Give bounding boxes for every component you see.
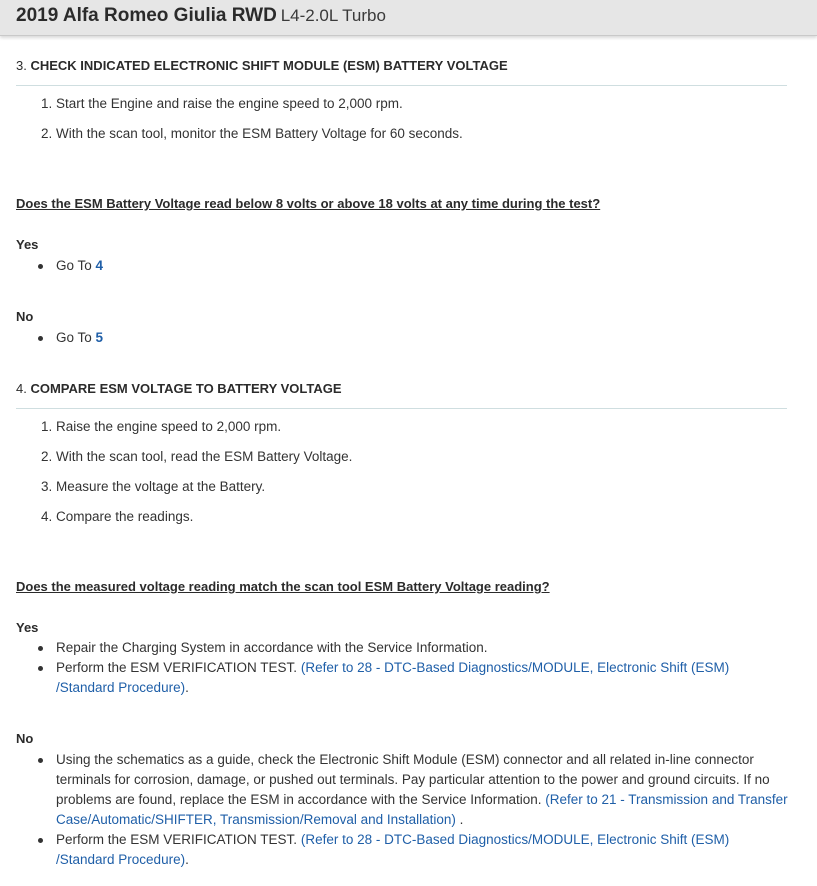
step-3-heading: CHECK INDICATED ELECTRONIC SHIFT MODULE (ESM) BATTERY VOLTAGE: [30, 58, 508, 73]
step-3-item-1: 1. Start the Engine and raise the engine speed to 2,000 rpm.: [41, 96, 403, 111]
bullet-end: .: [185, 680, 189, 695]
goto-text: Go To: [56, 258, 92, 273]
step-3-item-2: 2. With the scan tool, monitor the ESM Battery Voltage for 60 seconds.: [41, 126, 463, 141]
step-4-number: 4.: [16, 381, 27, 396]
step-4-question: Does the measured voltage reading match the scan tool ESM Battery Voltage reading?: [16, 579, 550, 594]
step-3-yes-goto: [56, 256, 796, 276]
bullet-end: .: [455, 812, 464, 827]
step-4-heading: COMPARE ESM VOLTAGE TO BATTERY VOLTAGE: [30, 381, 342, 396]
step-4-item-2: 2. With the scan tool, read the ESM Battery Voltage.: [41, 449, 353, 464]
goto-text: Go To: [56, 330, 92, 345]
page-header: [0, 0, 817, 36]
bullet-end: .: [185, 852, 189, 867]
step-3-title: [16, 58, 787, 86]
goto-step-5-link[interactable]: 5: [95, 330, 104, 345]
step-4-item-4: 4. Compare the readings.: [41, 509, 194, 524]
step-4-yes-bullet-2: [56, 658, 756, 698]
esm-removal-installation-link[interactable]: (Refer to 21 - Transmission and Transfer Case/Automatic/SHIFTER, Transmission/Removal and Installation): [56, 792, 788, 827]
step-3-no-goto: [56, 328, 796, 348]
esm-verification-test-link[interactable]: (Refer to 28 - DTC-Based Diagnostics/MODULE, Electronic Shift (ESM) /Standard Procedure): [56, 660, 730, 695]
vehicle-name: 2019 Alfa Romeo Giulia RWD: [16, 5, 277, 26]
bullet-text: Perform the ESM VERIFICATION TEST.: [56, 660, 298, 675]
step-4-item-1: 1. Raise the engine speed to 2,000 rpm.: [41, 419, 282, 434]
step-4-item-3: 3. Measure the voltage at the Battery.: [41, 479, 266, 494]
step-4-no-bullet-2: [56, 830, 756, 870]
step-4-no-bullet-1: [56, 750, 791, 830]
step-3-question: Does the ESM Battery Voltage read below 8 volts or above 18 volts at any time during the test?: [16, 196, 601, 211]
step-3-number: 3.: [16, 58, 27, 73]
step-4-no-label: No: [16, 731, 34, 746]
esm-verification-test-link[interactable]: (Refer to 28 - DTC-Based Diagnostics/MODULE, Electronic Shift (ESM) /Standard Procedure): [56, 832, 730, 867]
goto-step-4-link[interactable]: 4: [95, 258, 104, 273]
step-3-yes-label: Yes: [16, 237, 39, 252]
bullet-text: Using the schematics as a guide, check the Electronic Shift Module (ESM) connector and all related in-line connector terminals for corrosion, damage, or pushed out terminals. Pay particular attention to the power and ground circuits. If no problems are found, replace the ESM in accordance with the Service Information.: [56, 752, 770, 807]
bullet-text: Perform the ESM VERIFICATION TEST.: [56, 832, 298, 847]
step-3-no-label: No: [16, 309, 34, 324]
step-4-title: [16, 381, 787, 409]
step-4-yes-bullet-1: Repair the Charging System in accordance with the Service Information.: [56, 638, 796, 658]
step-4-yes-label: Yes: [16, 620, 39, 635]
vehicle-engine: L4-2.0L Turbo: [280, 6, 386, 25]
